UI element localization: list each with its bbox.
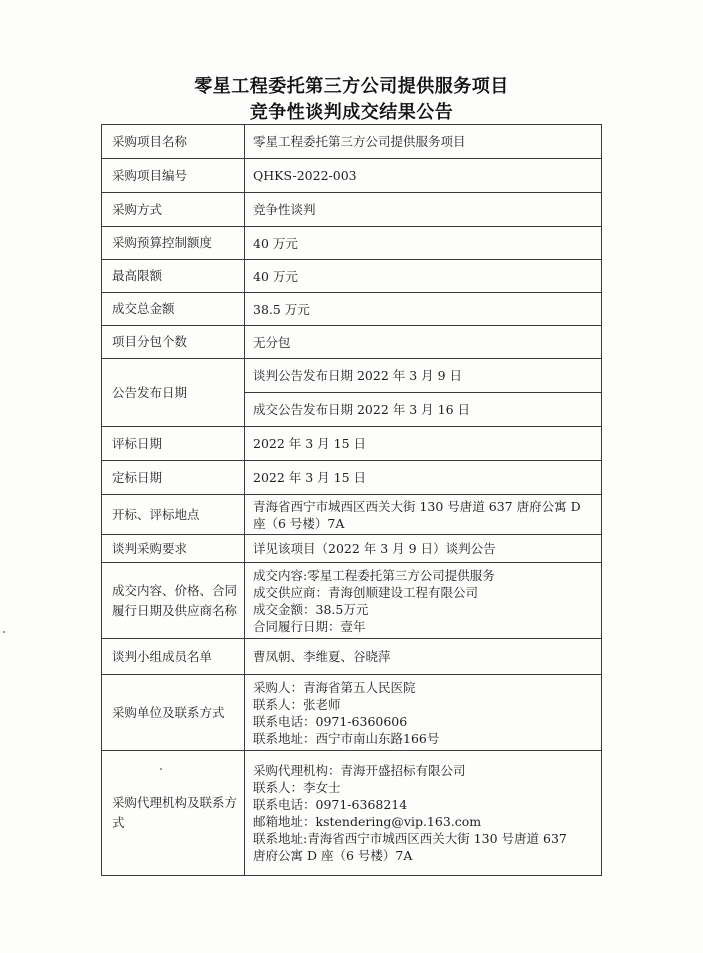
purchaser-line2: 联系人：张老师 xyxy=(253,696,341,712)
value-award-date: 2022 年 3 月 15 日 xyxy=(245,461,602,495)
label-method: 采购方式 xyxy=(102,193,245,227)
location-line2: 座（6 号楼）7A xyxy=(253,515,345,531)
value-lots: 无分包 xyxy=(245,326,602,359)
value-eval-date: 2022 年 3 月 15 日 xyxy=(245,427,602,461)
row-location xyxy=(102,495,602,535)
label-eval-date: 评标日期 xyxy=(102,427,245,461)
agency-line3: 联系电话：0971-6368214 xyxy=(253,797,408,812)
contract-line4: 合同履行日期：壹年 xyxy=(253,618,366,634)
row-publish-1 xyxy=(102,359,602,393)
agency-line6: 唐府公寓 D 座（6 号楼）7A xyxy=(253,848,413,863)
label-purchaser: 采购单位及联系方式 xyxy=(102,675,245,751)
label-panel: 谈判小组成员名单 xyxy=(102,639,245,675)
document-title-line1: 零星工程委托第三方公司提供服务项目 xyxy=(194,76,509,97)
agency-line2: 联系人：李女士 xyxy=(253,780,341,795)
agency-line5: 联系地址:青海省西宁市城西区西关大街 130 号唐道 637 xyxy=(253,831,567,846)
value-publish-negotiation: 谈判公告发布日期 2022 年 3 月 9 日 xyxy=(245,359,602,393)
value-deal-amount: 38.5 万元 xyxy=(245,293,602,326)
label-requirements: 谈判采购要求 xyxy=(102,535,245,563)
label-project-name: 采购项目名称 xyxy=(102,125,245,159)
value-location xyxy=(245,495,602,535)
scan-speck-left xyxy=(3,631,5,633)
scan-speck xyxy=(160,768,162,770)
row-project-name xyxy=(102,125,602,159)
label-lots: 项目分包个数 xyxy=(102,326,245,359)
row-project-code xyxy=(102,159,602,193)
row-agency xyxy=(102,751,602,876)
row-budget xyxy=(102,227,602,260)
purchaser-line4: 联系地址：西宁市南山东路166号 xyxy=(253,730,440,746)
row-lots xyxy=(102,326,602,359)
value-publish-result: 成交公告发布日期 2022 年 3 月 16 日 xyxy=(245,393,602,427)
row-award-date xyxy=(102,461,602,495)
value-agency xyxy=(245,751,602,876)
label-contract: 成交内容、价格、合同履行日期及供应商名称 xyxy=(102,563,245,639)
row-max-price xyxy=(102,260,602,293)
value-max-price: 40 万元 xyxy=(245,260,602,293)
row-deal-amount xyxy=(102,293,602,326)
label-project-code: 采购项目编号 xyxy=(102,159,245,193)
document-title-line2: 竞争性谈判成交结果公告 xyxy=(249,102,454,123)
label-budget: 采购预算控制额度 xyxy=(102,227,245,260)
row-contract xyxy=(102,563,602,639)
row-purchaser xyxy=(102,675,602,751)
value-purchaser xyxy=(245,675,602,751)
label-location: 开标、评标地点 xyxy=(102,495,245,535)
value-project-name: 零星工程委托第三方公司提供服务项目 xyxy=(245,125,602,159)
value-project-code: QHKS-2022-003 xyxy=(245,159,602,193)
agency-line1: 采购代理机构：青海开盛招标有限公司 xyxy=(253,763,466,778)
row-eval-date xyxy=(102,427,602,461)
contract-line2: 成交供应商：青海创顺建设工程有限公司 xyxy=(253,584,479,600)
label-max-price: 最高限额 xyxy=(102,260,245,293)
row-requirements xyxy=(102,535,602,563)
label-publish: 公告发布日期 xyxy=(102,359,245,427)
value-panel: 曹凤朝、李维夏、谷晓萍 xyxy=(245,639,602,675)
label-deal-amount: 成交总金额 xyxy=(102,293,245,326)
purchaser-line3: 联系电话：0971-6360606 xyxy=(253,713,408,729)
result-table xyxy=(101,124,602,876)
row-method xyxy=(102,193,602,227)
contract-line3: 成交金额：38.5万元 xyxy=(253,601,369,617)
purchaser-line1: 采购人：青海省第五人民医院 xyxy=(253,679,416,695)
contract-line1: 成交内容:零星工程委托第三方公司提供服务 xyxy=(253,567,495,583)
row-panel xyxy=(102,639,602,675)
agency-line4: 邮箱地址：kstendering@vip.163.com xyxy=(253,814,482,829)
label-award-date: 定标日期 xyxy=(102,461,245,495)
value-contract xyxy=(245,563,602,639)
value-method: 竞争性谈判 xyxy=(245,193,602,227)
value-requirements: 详见该项目（2022 年 3 月 9 日）谈判公告 xyxy=(245,535,602,563)
value-budget: 40 万元 xyxy=(245,227,602,260)
label-agency: 采购代理机构及联系方式 xyxy=(102,751,245,876)
location-line1: 青海省西宁市城西区西关大街 130 号唐道 637 唐府公寓 D xyxy=(253,498,581,514)
